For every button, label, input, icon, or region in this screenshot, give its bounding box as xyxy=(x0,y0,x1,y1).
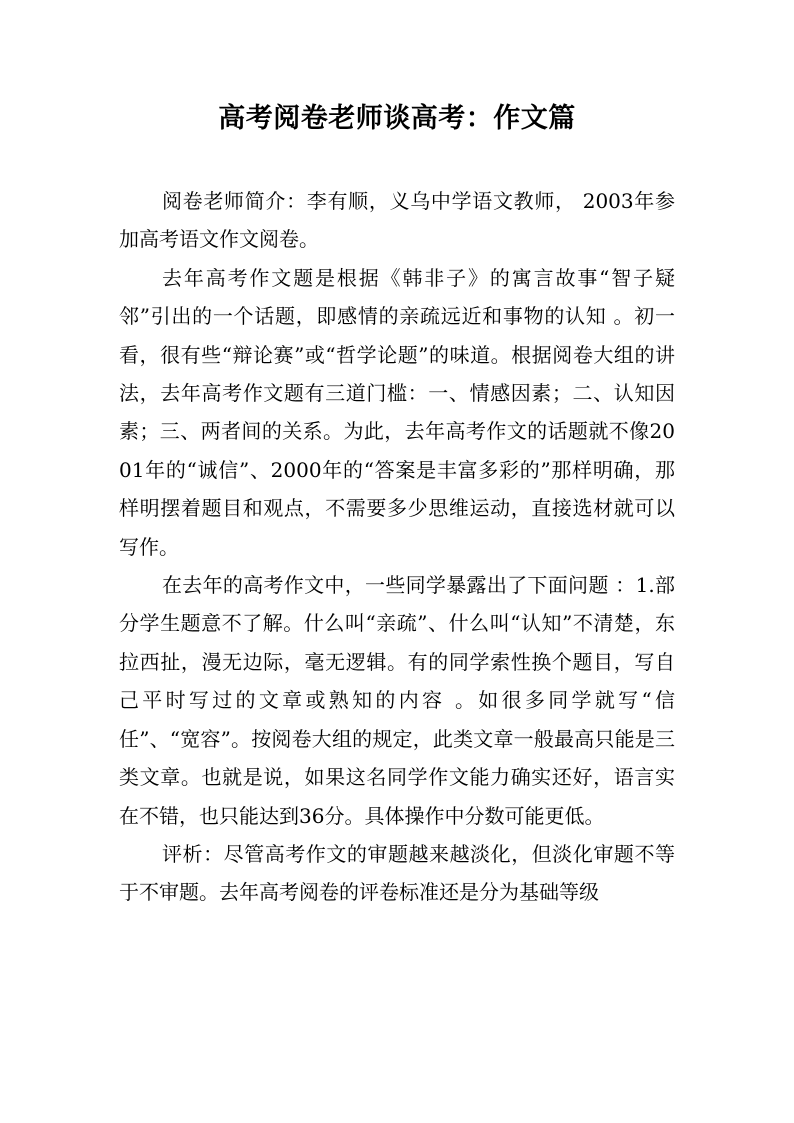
page-title: 高考阅卷老师谈高考：作文篇 xyxy=(218,103,576,134)
paragraph-analysis: 评析：尽管高考作文的审题越来越淡化，但淡化审题不等于不审题。去年高考阅卷的评卷标准还是分为基础等级 xyxy=(119,841,675,905)
paragraph-essay-topic: 去年高考作文题是根据《韩非子》的寓言故事“智子疑邻”引出的一个话题，即感情的亲疏远近和事物的认知 。初一看，很有些“辩论赛”或“哲学论题”的味道。根据阅卷大组的讲法，去年高考作文题有三道门槛：一、情感因素；二、认知因素；三、两者间的关系。为此，去年高考作文的话题就不像2001年的“诚信”、2000年的“答案是丰富多彩的”那样明确，那样明摆着题目和观点，不需要多少思维运动，直接选材就可以写作。 xyxy=(119,265,675,559)
document-body xyxy=(119,182,675,912)
paragraph-author-intro: 阅卷老师简介：李有顺，义乌中学语文教师， 2003年参加高考语文作文阅卷。 xyxy=(119,189,675,252)
paragraph-student-problems: 在去年的高考作文中，一些同学暴露出了下面问题 ：1.部分学生题意不了解。什么叫“亲疏”、什么叫“认知”不清楚，东拉西扯，漫无边际，毫无逻辑。有的同学索性换个题目，写自己平时写过的文章或熟知的内容 。如很多同学就写“信任”、“宽容”。按阅卷大组的规定，此类文章一般最高只能是三类文章。也就是说，如果这名同学作文能力确实还好，语言实在不错，也只能达到36分。具体操作中分数可能更低。 xyxy=(119,573,675,828)
